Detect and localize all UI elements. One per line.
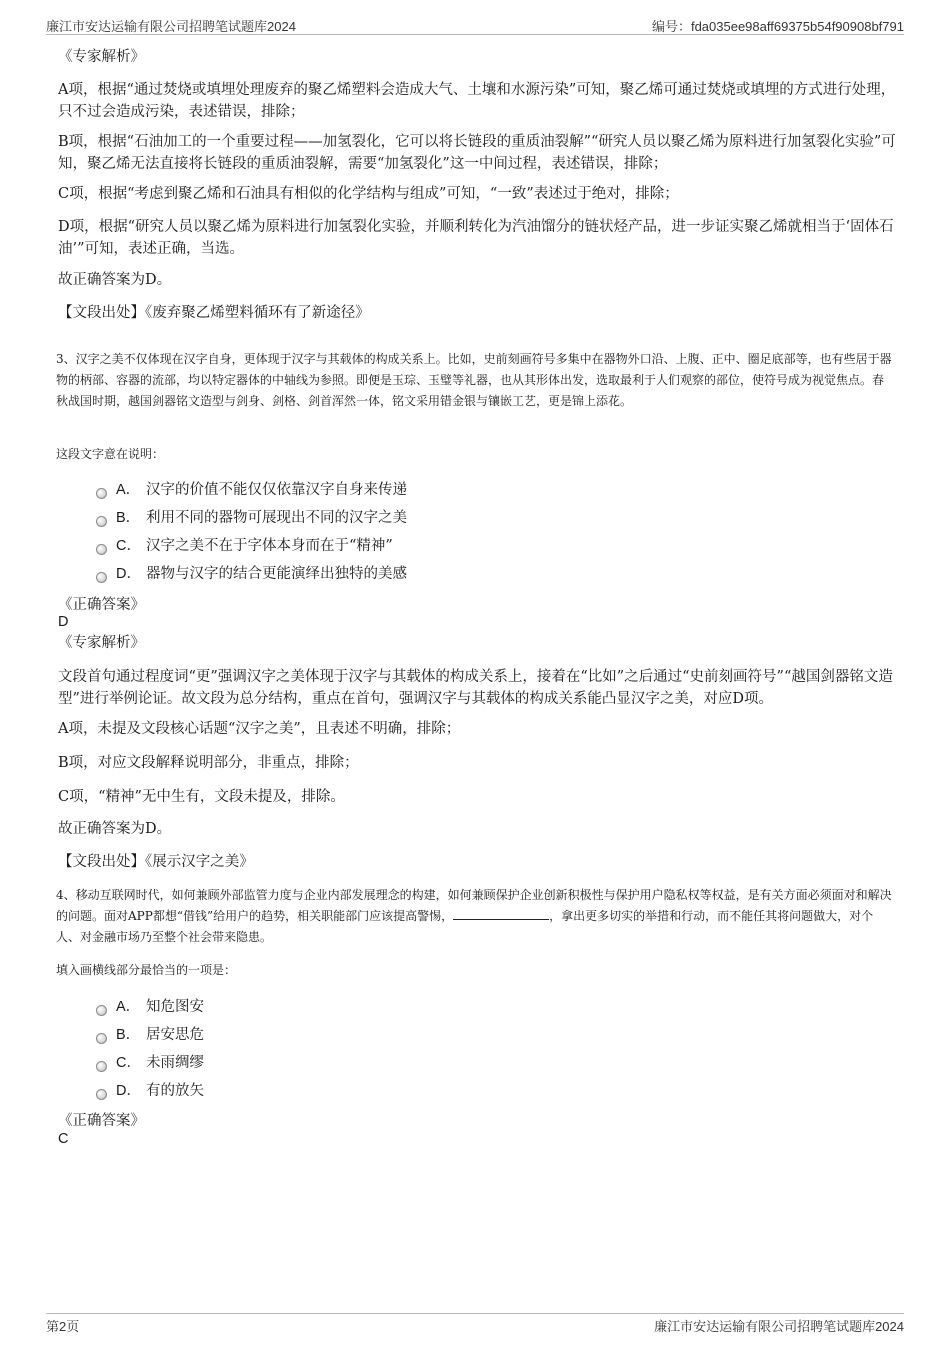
footer-title: 廉江市安达运输有限公司招聘笔试题库2024 [654,1319,904,1334]
option-letter: D． [116,566,141,582]
q2-analysis-a: A项，根据“通过焚烧或填埋处理废弃的聚乙烯塑料会造成大气、土壤和水源污染”可知，聚乙烯可通过焚烧或填埋的方式进行处理，只不过会造成污染，表述错误，排除； [58,82,896,120]
q4-stem [56,885,894,948]
option-letter: A． [116,482,141,498]
option-text: 未雨绸缪 [146,1055,204,1071]
page-header [46,14,904,35]
option-text: 知危图安 [146,999,204,1015]
option-text: 器物与汉字的结合更能演绎出独特的美感 [146,566,407,582]
q4-stem-before: 4、移动互联网时代，如何兼顾外部监管力度与企业内部发展理念的构建，如何兼顾保护企业创新积极性与保护用户隐私权等权益，是有关方面必须面对和解决的问题。面对APP都想“借钱”给用户的趋势，相关职能部门应该提高警惕， [56,888,892,923]
option-text: 居安思危 [146,1027,204,1043]
radio-icon[interactable] [96,488,107,499]
q4-option-b[interactable] [96,1024,204,1046]
option-letter: B． [116,1027,141,1043]
q2-source: 【文段出处】《废弃聚乙烯塑料循环有了新途径》 [58,305,370,321]
q4-answer: C [58,1131,69,1147]
q3-analysis-c: C项，“精神”无中生有，文段未提及，排除。 [58,789,345,805]
q3-option-d[interactable] [96,563,407,585]
option-letter: A． [116,999,141,1015]
q3-option-a[interactable] [96,479,407,501]
q3-stem: 3、汉字之美不仅体现在汉字自身，更体现于汉字与其载体的构成关系上。比如，史前刻画符号多集中在器物外口沿、上腹、正中、圈足底部等，也有些居于器物的柄部、容器的流部，均以特定器体的中轴线为参照。即便是玉琮、玉璧等礼器，也从其形体出发，选取最利于人们观察的部位，使符号成为视觉焦点。春秋战国时期，越国剑器铭文造型与剑身、剑格、剑首浑然一体，铭文采用错金银与镶嵌工艺，更是锦上添花。 [56,352,892,408]
document-id: 编号：fda035ee98aff69375b54f90908bf791 [651,19,904,34]
q3-analysis-heading: 《专家解析》 [58,635,145,651]
radio-icon[interactable] [96,1089,107,1100]
answer-blank [453,907,549,920]
radio-icon[interactable] [96,1061,107,1072]
q3-conclusion: 故正确答案为D。 [58,821,172,837]
page-number: 第2页 [46,1319,80,1334]
q3-option-b[interactable] [96,507,407,529]
q4-answer-heading: 《正确答案》 [58,1113,145,1129]
option-text: 有的放矢 [146,1083,204,1099]
option-letter: B． [116,510,141,526]
q2-analysis-c: C项，根据“考虑到聚乙烯和石油具有相似的化学结构与组成”可知，“一致”表述过于绝对，排除； [58,186,679,202]
option-letter: C． [116,538,141,554]
q3-answer-heading: 《正确答案》 [58,597,145,613]
option-text: 汉字之美不在于字体本身而在于“精神” [146,538,393,554]
q4-stem-after: ，拿出更多切实的举措和行动，而不能任其将问题做大，对个人、对金融市场乃至整个社会带来隐患。 [56,909,874,944]
q3-analysis-a: A项，未提及文段核心话题“汉字之美”，且表述不明确，排除； [58,721,461,737]
q4-option-c[interactable] [96,1052,204,1074]
radio-icon[interactable] [96,1033,107,1044]
q3-analysis-b: B项，对应文段解释说明部分，非重点，排除； [58,755,359,771]
radio-icon[interactable] [96,572,107,583]
q3-answer: D [58,614,69,630]
q2-analysis-d: D项，根据“研究人员以聚乙烯为原料进行加氢裂化实验，并顺利转化为汽油馏分的链状烃产品，进一步证实聚乙烯就相当于‘固体石油’”可知，表述正确，当选。 [58,219,894,257]
option-letter: C． [116,1055,141,1071]
radio-icon[interactable] [96,516,107,527]
q3-source: 【文段出处】《展示汉字之美》 [58,854,254,870]
option-letter: D． [116,1083,141,1099]
q2-analysis-heading: 《专家解析》 [58,49,145,65]
q4-option-d[interactable] [96,1080,204,1102]
q3-analysis-main: 文段首句通过程度词“更”强调汉字之美体现于汉字与其载体的构成关系上，接着在“比如”之后通过“史前刻画符号”“越国剑器铭文造型”进行举例论证。故文段为总分结构，重点在首句，强调汉字与其载体的构成关系能凸显汉字之美，对应D项。 [58,669,893,707]
q4-option-a[interactable] [96,996,204,1018]
q3-option-c[interactable] [96,535,393,557]
q4-prompt: 填入画横线部分最恰当的一项是： [56,963,237,977]
radio-icon[interactable] [96,1005,107,1016]
option-text: 利用不同的器物可展现出不同的汉字之美 [146,510,407,526]
q2-conclusion: 故正确答案为D。 [58,272,172,288]
header-title: 廉江市安达运输有限公司招聘笔试题库2024 [46,19,296,34]
q2-analysis-b: B项，根据“石油加工的一个重要过程——加氢裂化，它可以将长链段的重质油裂解”“研究人员以聚乙烯为原料进行加氢裂化实验”可知，聚乙烯无法直接将长链段的重质油裂解，需要“加氢裂化”这一中间过程，表述错误，排除； [58,134,896,172]
radio-icon[interactable] [96,544,107,555]
option-text: 汉字的价值不能仅仅依靠汉字自身来传递 [146,482,407,498]
q3-prompt: 这段文字意在说明： [56,447,165,461]
page-footer [46,1313,904,1332]
